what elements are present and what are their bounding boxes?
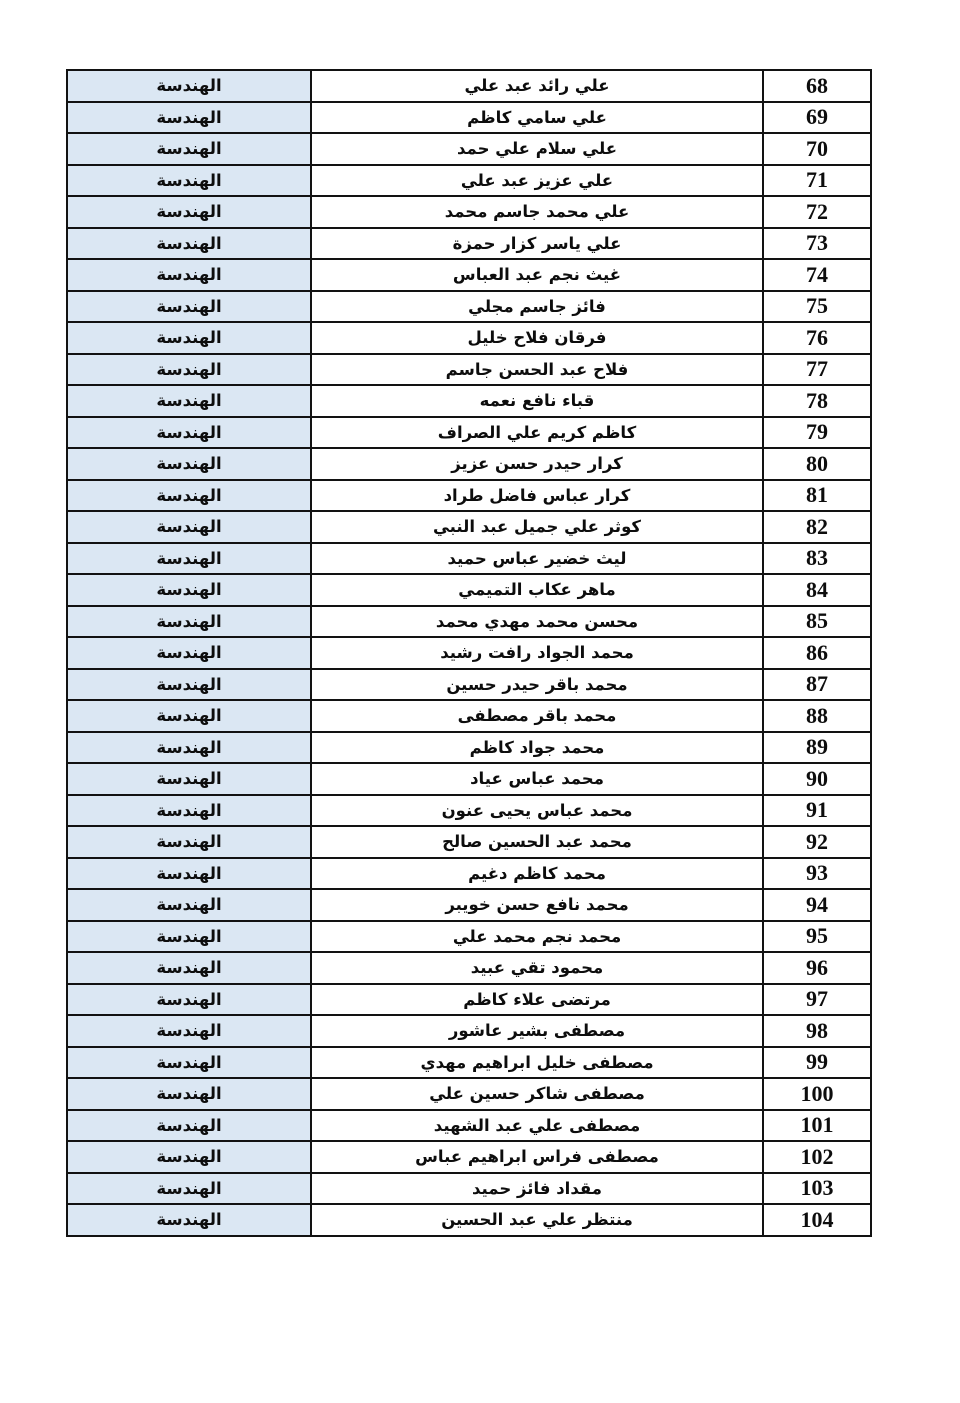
student-name-cell: محسن محمد مهدي محمد	[311, 606, 763, 638]
department-cell: الهندسة	[67, 1015, 311, 1047]
student-name-cell: محمد باقر مصطفى	[311, 700, 763, 732]
table-row	[67, 385, 871, 417]
table-row	[67, 1047, 871, 1079]
department-cell: الهندسة	[67, 196, 311, 228]
table-row	[67, 763, 871, 795]
row-number-cell: 92	[763, 826, 871, 858]
department-cell: الهندسة	[67, 952, 311, 984]
student-name-cell: محمد الجواد رافت رشيد	[311, 637, 763, 669]
row-number-cell: 104	[763, 1204, 871, 1236]
department-cell: الهندسة	[67, 1173, 311, 1205]
row-number-cell: 91	[763, 795, 871, 827]
department-cell: الهندسة	[67, 133, 311, 165]
department-cell: الهندسة	[67, 889, 311, 921]
department-cell: الهندسة	[67, 511, 311, 543]
row-number-cell: 84	[763, 574, 871, 606]
student-name-cell: محمد عبد الحسين صالح	[311, 826, 763, 858]
row-number-cell: 96	[763, 952, 871, 984]
department-cell: الهندسة	[67, 543, 311, 575]
table-row	[67, 228, 871, 260]
department-cell: الهندسة	[67, 574, 311, 606]
row-number-cell: 83	[763, 543, 871, 575]
row-number-cell: 88	[763, 700, 871, 732]
row-number-cell: 68	[763, 70, 871, 102]
row-number-cell: 100	[763, 1078, 871, 1110]
department-cell: الهندسة	[67, 480, 311, 512]
student-name-cell: كاظم كريم علي الصراف	[311, 417, 763, 449]
student-name-cell: مقداد فائز حميد	[311, 1173, 763, 1205]
student-name-cell: فائز جاسم مجلي	[311, 291, 763, 323]
table-row	[67, 511, 871, 543]
row-number-cell: 73	[763, 228, 871, 260]
table-row	[67, 574, 871, 606]
table-row	[67, 952, 871, 984]
student-name-cell: علي سلام علي حمد	[311, 133, 763, 165]
student-name-cell: محمد باقر حيدر حسين	[311, 669, 763, 701]
department-cell: الهندسة	[67, 858, 311, 890]
row-number-cell: 81	[763, 480, 871, 512]
table-row	[67, 1141, 871, 1173]
student-name-cell: علي عزيز عبد علي	[311, 165, 763, 197]
row-number-cell: 103	[763, 1173, 871, 1205]
table-row	[67, 102, 871, 134]
department-cell: الهندسة	[67, 165, 311, 197]
student-name-cell: مصطفى علي عبد الشهيد	[311, 1110, 763, 1142]
department-cell: الهندسة	[67, 763, 311, 795]
department-cell: الهندسة	[67, 291, 311, 323]
student-name-cell: قباء نافع نعمه	[311, 385, 763, 417]
student-name-cell: منتظر علي عبد الحسين	[311, 1204, 763, 1236]
table-row	[67, 1173, 871, 1205]
department-cell: الهندسة	[67, 259, 311, 291]
row-number-cell: 89	[763, 732, 871, 764]
student-name-cell: كرار حيدر حسن عزيز	[311, 448, 763, 480]
student-name-cell: ليث خضير عباس حميد	[311, 543, 763, 575]
row-number-cell: 99	[763, 1047, 871, 1079]
table-row	[67, 1204, 871, 1236]
department-cell: الهندسة	[67, 795, 311, 827]
student-name-cell: كوثر علي جميل عبد النبي	[311, 511, 763, 543]
table-row	[67, 606, 871, 638]
student-name-cell: علي سامي كاظم	[311, 102, 763, 134]
table-row	[67, 637, 871, 669]
table-row	[67, 669, 871, 701]
table-row	[67, 795, 871, 827]
department-cell: الهندسة	[67, 1047, 311, 1079]
table-row	[67, 417, 871, 449]
department-cell: الهندسة	[67, 984, 311, 1016]
table-row	[67, 1078, 871, 1110]
row-number-cell: 85	[763, 606, 871, 638]
student-name-cell: محمد عباس عياد	[311, 763, 763, 795]
table-row	[67, 921, 871, 953]
student-name-cell: كرار عباس فاضل طراد	[311, 480, 763, 512]
table-row	[67, 984, 871, 1016]
department-cell: الهندسة	[67, 102, 311, 134]
student-name-cell: مصطفى بشير عاشور	[311, 1015, 763, 1047]
department-cell: الهندسة	[67, 637, 311, 669]
row-number-cell: 78	[763, 385, 871, 417]
department-cell: الهندسة	[67, 606, 311, 638]
student-roster-table	[66, 69, 872, 1237]
student-name-cell: مصطفى شاكر حسين علي	[311, 1078, 763, 1110]
row-number-cell: 72	[763, 196, 871, 228]
table-row	[67, 480, 871, 512]
table-row	[67, 354, 871, 386]
row-number-cell: 97	[763, 984, 871, 1016]
roster-body	[67, 70, 871, 1236]
table-row	[67, 70, 871, 102]
row-number-cell: 69	[763, 102, 871, 134]
department-cell: الهندسة	[67, 700, 311, 732]
department-cell: الهندسة	[67, 322, 311, 354]
student-name-cell: فرقان فلاح خليل	[311, 322, 763, 354]
student-name-cell: محمد نافع حسن خويبر	[311, 889, 763, 921]
department-cell: الهندسة	[67, 417, 311, 449]
department-cell: الهندسة	[67, 354, 311, 386]
student-name-cell: علي محمد جاسم محمد	[311, 196, 763, 228]
row-number-cell: 79	[763, 417, 871, 449]
row-number-cell: 75	[763, 291, 871, 323]
row-number-cell: 90	[763, 763, 871, 795]
department-cell: الهندسة	[67, 70, 311, 102]
table-row	[67, 1015, 871, 1047]
department-cell: الهندسة	[67, 385, 311, 417]
student-name-cell: محمد كاظم دغيم	[311, 858, 763, 890]
table-row	[67, 165, 871, 197]
student-name-cell: ماهر عكاب التميمي	[311, 574, 763, 606]
student-name-cell: فلاح عبد الحسن جاسم	[311, 354, 763, 386]
department-cell: الهندسة	[67, 732, 311, 764]
row-number-cell: 80	[763, 448, 871, 480]
department-cell: الهندسة	[67, 1141, 311, 1173]
row-number-cell: 93	[763, 858, 871, 890]
table-row	[67, 196, 871, 228]
table-row	[67, 889, 871, 921]
table-row	[67, 259, 871, 291]
row-number-cell: 76	[763, 322, 871, 354]
row-number-cell: 94	[763, 889, 871, 921]
table-row	[67, 700, 871, 732]
student-name-cell: مصطفى خليل ابراهيم مهدي	[311, 1047, 763, 1079]
row-number-cell: 101	[763, 1110, 871, 1142]
row-number-cell: 74	[763, 259, 871, 291]
student-name-cell: محمد نجم محمد علي	[311, 921, 763, 953]
row-number-cell: 71	[763, 165, 871, 197]
row-number-cell: 98	[763, 1015, 871, 1047]
table-row	[67, 543, 871, 575]
department-cell: الهندسة	[67, 448, 311, 480]
row-number-cell: 82	[763, 511, 871, 543]
student-name-cell: محمد عباس يحيى عنون	[311, 795, 763, 827]
student-name-cell: محمد جواد كاظم	[311, 732, 763, 764]
table-row	[67, 858, 871, 890]
student-name-cell: غيث نجم عبد العباس	[311, 259, 763, 291]
table-row	[67, 1110, 871, 1142]
row-number-cell: 77	[763, 354, 871, 386]
student-name-cell: علي ياسر كزار حمزة	[311, 228, 763, 260]
student-name-cell: محمود تقي عبيد	[311, 952, 763, 984]
table-row	[67, 133, 871, 165]
row-number-cell: 86	[763, 637, 871, 669]
department-cell: الهندسة	[67, 826, 311, 858]
department-cell: الهندسة	[67, 921, 311, 953]
row-number-cell: 95	[763, 921, 871, 953]
table-row	[67, 322, 871, 354]
table-row	[67, 732, 871, 764]
table-row	[67, 448, 871, 480]
table-row	[67, 291, 871, 323]
department-cell: الهندسة	[67, 1078, 311, 1110]
row-number-cell: 87	[763, 669, 871, 701]
department-cell: الهندسة	[67, 1110, 311, 1142]
department-cell: الهندسة	[67, 1204, 311, 1236]
row-number-cell: 70	[763, 133, 871, 165]
department-cell: الهندسة	[67, 669, 311, 701]
student-name-cell: مصطفى فراس ابراهيم عباس	[311, 1141, 763, 1173]
department-cell: الهندسة	[67, 228, 311, 260]
student-name-cell: علي رائد عبد علي	[311, 70, 763, 102]
row-number-cell: 102	[763, 1141, 871, 1173]
student-name-cell: مرتضى علاء كاظم	[311, 984, 763, 1016]
table-row	[67, 826, 871, 858]
